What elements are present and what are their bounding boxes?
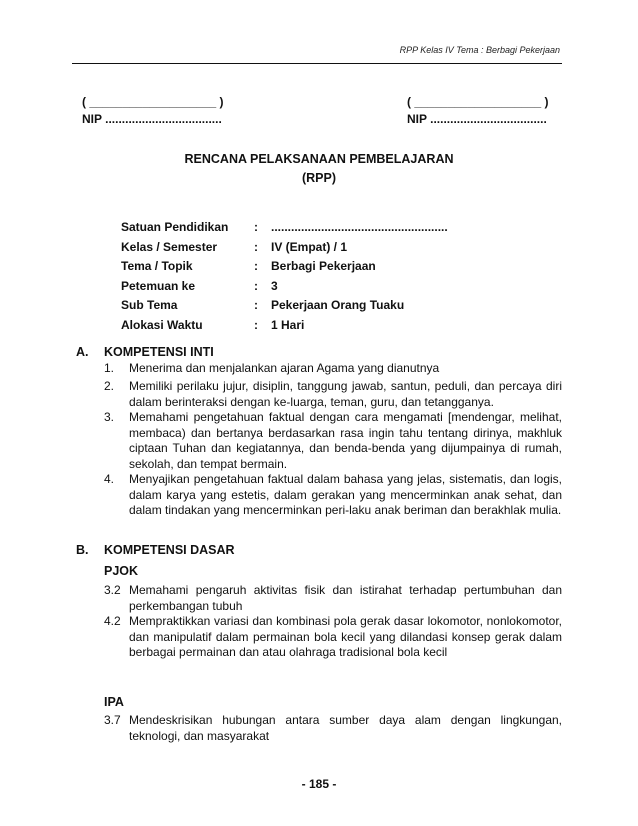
signature-name-left: ( ___________________ ) (82, 95, 224, 109)
identity-value: 3 (271, 278, 278, 293)
list-item-number: 3.2 (104, 583, 121, 597)
identity-label: Kelas / Semester (121, 239, 218, 254)
page-number: - 185 - (301, 777, 337, 791)
list-item (104, 472, 562, 519)
signature-name-right: ( ___________________ ) (407, 95, 549, 109)
list-item-number: 4. (104, 472, 115, 486)
identity-label: Sub Tema (121, 298, 178, 312)
section-a-letter: A. (76, 345, 89, 359)
list-item (104, 614, 562, 661)
subject-heading-pjok: PJOK (104, 564, 139, 578)
list-item-number: 4.2 (104, 614, 121, 628)
document-title (0, 150, 638, 188)
identity-row (121, 279, 448, 299)
list-item-number: 3.7 (104, 713, 121, 727)
list-item (104, 410, 562, 472)
identity-label: Tema / Topik (121, 259, 193, 273)
identity-colon: : (254, 298, 258, 312)
identity-colon: : (254, 317, 258, 332)
running-header: RPP Kelas IV Tema : Berbagi Pekerjaan (399, 45, 560, 55)
identity-value: Berbagi Pekerjaan (271, 259, 376, 273)
identity-label: Satuan Pendidikan (121, 220, 229, 234)
signature-block-left (82, 94, 223, 128)
list-item-number: 2. (104, 379, 115, 393)
signature-block-right (407, 94, 548, 128)
list-item (104, 379, 562, 410)
document-title-line2: (RPP) (301, 171, 337, 185)
identity-row (121, 259, 448, 279)
identity-row (121, 240, 448, 260)
list-item-text: Memiliki perilaku jujur, disiplin, tanggung jawab, santun, peduli, dan percaya diri dalam berinteraksi dengan ke-luarga, teman, guru, dan tetangganya. (129, 379, 562, 409)
identity-row (121, 298, 448, 318)
identity-colon: : (254, 259, 258, 273)
list-item-text: Mempraktikkan variasi dan kombinasi pola gerak dasar lokomotor, nonlokomotor, dan manipulatif dalam permainan bola kecil yang dilandasi konsep gerak dalam berbagai permainan dan atau olahraga tradisional bola kecil (129, 614, 562, 660)
list-item-text: Menerima dan menjalankan ajaran Agama yang dianutnya (129, 361, 440, 375)
list-item (104, 361, 562, 377)
section-b-title: KOMPETENSI DASAR (104, 543, 235, 557)
identity-value: 1 Hari (271, 317, 305, 332)
section-b-letter: B. (76, 543, 89, 557)
signature-nip-left: NIP ................................... (82, 112, 222, 126)
identity-label: Alokasi Waktu (121, 317, 203, 332)
identity-row (121, 220, 448, 240)
identity-row (121, 318, 448, 338)
identity-value: Pekerjaan Orang Tuaku (271, 298, 405, 312)
signature-nip-right: NIP ................................... (407, 112, 547, 126)
identity-label: Petemuan ke (121, 278, 196, 293)
identity-colon: : (254, 239, 258, 254)
header-divider (72, 63, 562, 64)
section-a-title: KOMPETENSI INTI (104, 345, 214, 359)
list-item-text: Mendeskrisikan hubungan antara sumber daya alam dengan lingkungan, teknologi, dan masyarakat (129, 713, 562, 743)
list-item (104, 713, 562, 744)
list-item-number: 3. (104, 410, 115, 424)
identity-value: ..................................................... (271, 220, 448, 234)
list-item (104, 583, 562, 614)
document-title-line1: RENCANA PELAKSANAAN PEMBELAJARAN (184, 152, 454, 166)
list-item-text: Memahami pengetahuan faktual dengan cara mengamati [mendengar, melihat, membaca) dan bertanya berdasarkan rasa ingin tahu tentang dirinya, makhluk ciptaan Tuhan dan kegiatannya, dan benda-benda yang dijumpainya di rumah, sekolah, dan tempat bermain. (129, 410, 562, 471)
identity-colon: : (254, 220, 258, 234)
identity-table (121, 220, 448, 337)
subject-heading-ipa: IPA (104, 695, 124, 709)
list-item-text: Menyajikan pengetahuan faktual dalam bahasa yang jelas, sistematis, dan logis, dalam karya yang estetis, dalam gerakan yang mencerminkan anak sehat, dan dalam tindakan yang mencerminkan peri-laku anak beriman dan berakhlak mulia. (129, 472, 562, 518)
list-item-text: Memahami pengaruh aktivitas fisik dan istirahat terhadap pertumbuhan dan perkembangan tubuh (129, 583, 562, 613)
list-item-number: 1. (104, 361, 115, 375)
identity-colon: : (254, 278, 258, 293)
identity-value: IV (Empat) / 1 (271, 239, 348, 254)
